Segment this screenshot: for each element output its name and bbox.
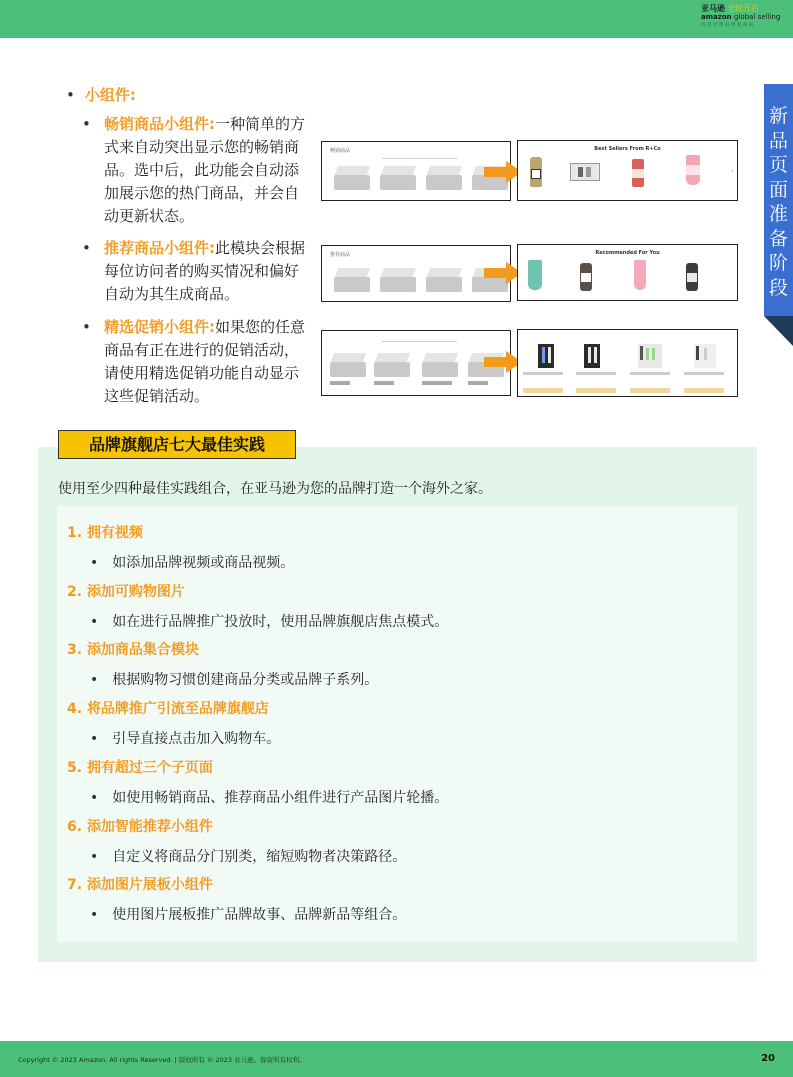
best-practices-title-tab bbox=[58, 430, 296, 459]
side-tab-char: 备 bbox=[768, 227, 788, 250]
practice-title: 1. 拥有视频 bbox=[67, 525, 143, 541]
side-tab-char: 段 bbox=[768, 276, 788, 299]
practice-detail: • 自定义将商品分门别类，缩短购物者决策路径。 bbox=[90, 849, 407, 865]
page-number: 20 bbox=[761, 1053, 775, 1064]
logo-highlight-text: 全球开店 bbox=[727, 4, 759, 13]
widget-keyword: 畅销商品小组件: bbox=[104, 115, 215, 133]
side-section-tab bbox=[764, 84, 793, 316]
practice-detail: • 使用图片展板推广品牌故事、品牌新品等组合。 bbox=[90, 907, 407, 923]
footer-bar bbox=[0, 1041, 793, 1077]
recommended-placeholder-image bbox=[321, 245, 511, 302]
widgets-heading: • 小组件: bbox=[66, 86, 136, 104]
practice-title: 2. 添加可购物图片 bbox=[67, 584, 185, 600]
practice-detail: • 引导直接点击加入购物车。 bbox=[90, 731, 281, 747]
example-title: Best Sellers From R+Co bbox=[594, 146, 661, 152]
promotions-example-image bbox=[517, 329, 738, 397]
widget-keyword: 推荐商品小组件: bbox=[104, 239, 215, 257]
practice-title: 7. 添加图片展板小组件 bbox=[67, 877, 213, 893]
placeholder-label: 推荐商品 bbox=[330, 252, 351, 258]
bestsellers-placeholder-image bbox=[321, 141, 511, 201]
practice-title: 4. 将品牌推广引流至品牌旗舰店 bbox=[67, 701, 269, 717]
header-bar bbox=[0, 0, 793, 38]
logo-sub-text: global selling bbox=[734, 13, 781, 21]
placeholder-label: 畅销商品 bbox=[330, 148, 351, 154]
widget-description: 如果您的任意商品有正在进行的促销活动，请使用精选促销功能自动显示这些促销活动。 bbox=[104, 318, 306, 405]
side-tab-char: 准 bbox=[768, 203, 788, 225]
side-tab-char: 页 bbox=[768, 154, 788, 176]
widget-item-recommended: • 推荐商品小组件:此模块会根据每位访问者的购买情况和偏好自动为其生成商品。 bbox=[82, 239, 306, 303]
practice-title: 3. 添加商品集合模块 bbox=[67, 642, 199, 658]
logo-slogan: 共创全球品牌新格局 bbox=[701, 23, 755, 28]
side-tab-label bbox=[764, 84, 793, 300]
side-tab-fold bbox=[764, 316, 793, 346]
recommended-example-image bbox=[517, 244, 738, 301]
example-title: Recommended For You bbox=[595, 250, 660, 256]
widget-item-promotions: • 精选促销小组件:如果您的任意商品有正在进行的促销活动，请使用精选促销功能自动显示这些促销活动。 bbox=[82, 318, 306, 405]
practice-detail: • 如使用畅销商品、推荐商品小组件进行产品图片轮播。 bbox=[90, 790, 449, 806]
side-tab-char: 新 bbox=[768, 105, 788, 127]
practice-title: 5. 拥有超过三个子页面 bbox=[67, 760, 213, 776]
side-tab-char: 品 bbox=[768, 129, 788, 152]
copyright-text: Copyright © 2023 Amazon. All rights Reserved. | 版权所有 © 2023 亚马逊。保留所有权利。 bbox=[18, 1056, 306, 1064]
widget-item-bestsellers: • 畅销商品小组件:一种简单的方式来自动突出显示您的畅销商品。选中后，此功能会自动添加展示您的热门商品，并会自动更新状态。 bbox=[82, 115, 306, 225]
section-title: 品牌旗舰店七大最佳实践 bbox=[88, 435, 265, 454]
side-tab-char: 面 bbox=[768, 178, 788, 201]
side-tab-char: 阶 bbox=[768, 252, 788, 274]
widget-description: 一种简单的方式来自动突出显示您的畅销商品。选中后，此功能会自动添加展示您的热门商品，并会自动更新状态。 bbox=[104, 115, 306, 225]
promotions-placeholder-image bbox=[321, 330, 511, 396]
practice-detail: • 如添加品牌视频或商品视频。 bbox=[90, 555, 295, 571]
practice-title: 6. 添加智能推荐小组件 bbox=[67, 819, 213, 835]
widgets-title-text: 小组件: bbox=[84, 86, 136, 104]
practice-detail: • 如在进行品牌推广投放时，使用品牌旗舰店焦点模式。 bbox=[90, 614, 449, 630]
section-intro: 使用至少四种最佳实践组合，在亚马逊为您的品牌打造一个海外之家。 bbox=[58, 481, 492, 497]
bestsellers-example-image: Best Sellers From R+Co › bbox=[517, 140, 738, 201]
widget-description: 此模块会根据每位访问者的购买情况和偏好自动为其生成商品。 bbox=[104, 239, 306, 303]
amazon-global-selling-logo bbox=[701, 4, 781, 31]
widget-keyword: 精选促销小组件: bbox=[104, 318, 215, 336]
logo-cn-text: 亚马逊 bbox=[701, 4, 725, 13]
practice-detail: • 根据购物习惯创建商品分类或品牌子系列。 bbox=[90, 672, 379, 688]
logo-brand-text: amazon bbox=[701, 13, 732, 21]
